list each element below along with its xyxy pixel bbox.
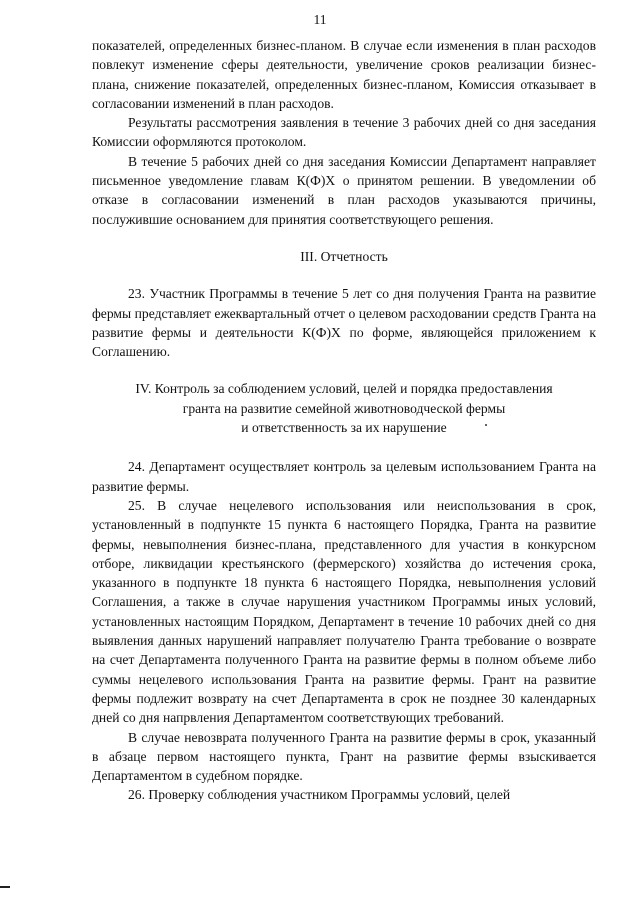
- paragraph-results: Результаты рассмотрения заявления в течение 3 рабочих дней со дня заседания Комиссии оформляются протоколом.: [92, 115, 596, 150]
- paragraph-23: 23. Участник Программы в течение 5 лет со дня получения Гранта на развитие фермы представляет ежеквартальный отчет о целевом расходовании средств Гранта на развитие фермы и деятельности К(Ф)Х по форме, являющейся приложением к Соглашению.: [92, 286, 596, 360]
- paragraph-continuation: показателей, определенных бизнес-планом. В случае если изменения в план расходов повлекут изменение сферы деятельности, увеличение сроков реализации бизнес-плана, снижение показателей, определенных бизнес-планом, Комиссия отказывает в согласовании изменений в план расходов.: [92, 38, 596, 111]
- section-heading-line: и ответственность за их нарушение: [241, 420, 447, 436]
- section-heading-line: IV. Контроль за соблюдением условий, целей и порядка предоставления: [135, 381, 553, 397]
- paragraph-notification: В течение 5 рабочих дней со дня заседания Комиссии Департамент направляет письменное уведомление главам К(Ф)Х о принятом решении. В уведомлении об отказе в согласовании изменений в план расходов указываются причины, послужившие основанием для принятия соответствующего решения.: [92, 153, 596, 227]
- section-heading-control: [92, 379, 596, 437]
- paragraph-25: 25. В случае нецелевого использования или неиспользования в срок, установленный в подпункте 15 пункта 6 настоящего Порядка, Гранта на развитие фермы, невыполнения бизнес-плана, представленного для участия в конкурсном отборе, ликвидации крестьянского (фермерского) хозяйства до истечения срока, указанного в подпункте 18 пункта 6 настоящего Порядка, невыполнения условий Соглашения, а также в случае нарушения участником Программы иных условий, установленных настоящим Порядком, Департамент в течение 10 рабочих дней со дня выявления данных нарушений направляет получателю Гранта требование о возврате на счет Департамента полученного Гранта на развитие фермы в полном объеме либо суммы нецелевого использования Гранта на развитие фермы. Грант на развитие фермы подлежит возврату на счет Департамента в срок не позднее 30 календарных дней со дня напрвления Департаментом соответствующих требований.: [92, 497, 596, 726]
- scan-edge-mark: [0, 886, 10, 888]
- paragraph-24: 24. Департамент осуществляет контроль за целевым использованием Гранта на развитие фермы.: [92, 459, 596, 494]
- section-heading-line: гранта на развитие семейной животноводческой фермы: [182, 400, 506, 416]
- paragraph-26: 26. Проверку соблюдения участником Программы условий, целей: [128, 787, 511, 803]
- paragraph-25-refund: В случае невозврата полученного Гранта на развитие фермы в срок, указанный в абзаце первом настоящего пункта, Грант на развитие фермы взыскивается Департаментом в судебном порядке.: [92, 729, 596, 784]
- scan-speck: [485, 424, 487, 426]
- page-number: 11: [313, 12, 327, 27]
- section-heading-reporting: III. Отчетность: [300, 248, 388, 264]
- page-content: [92, 36, 596, 805]
